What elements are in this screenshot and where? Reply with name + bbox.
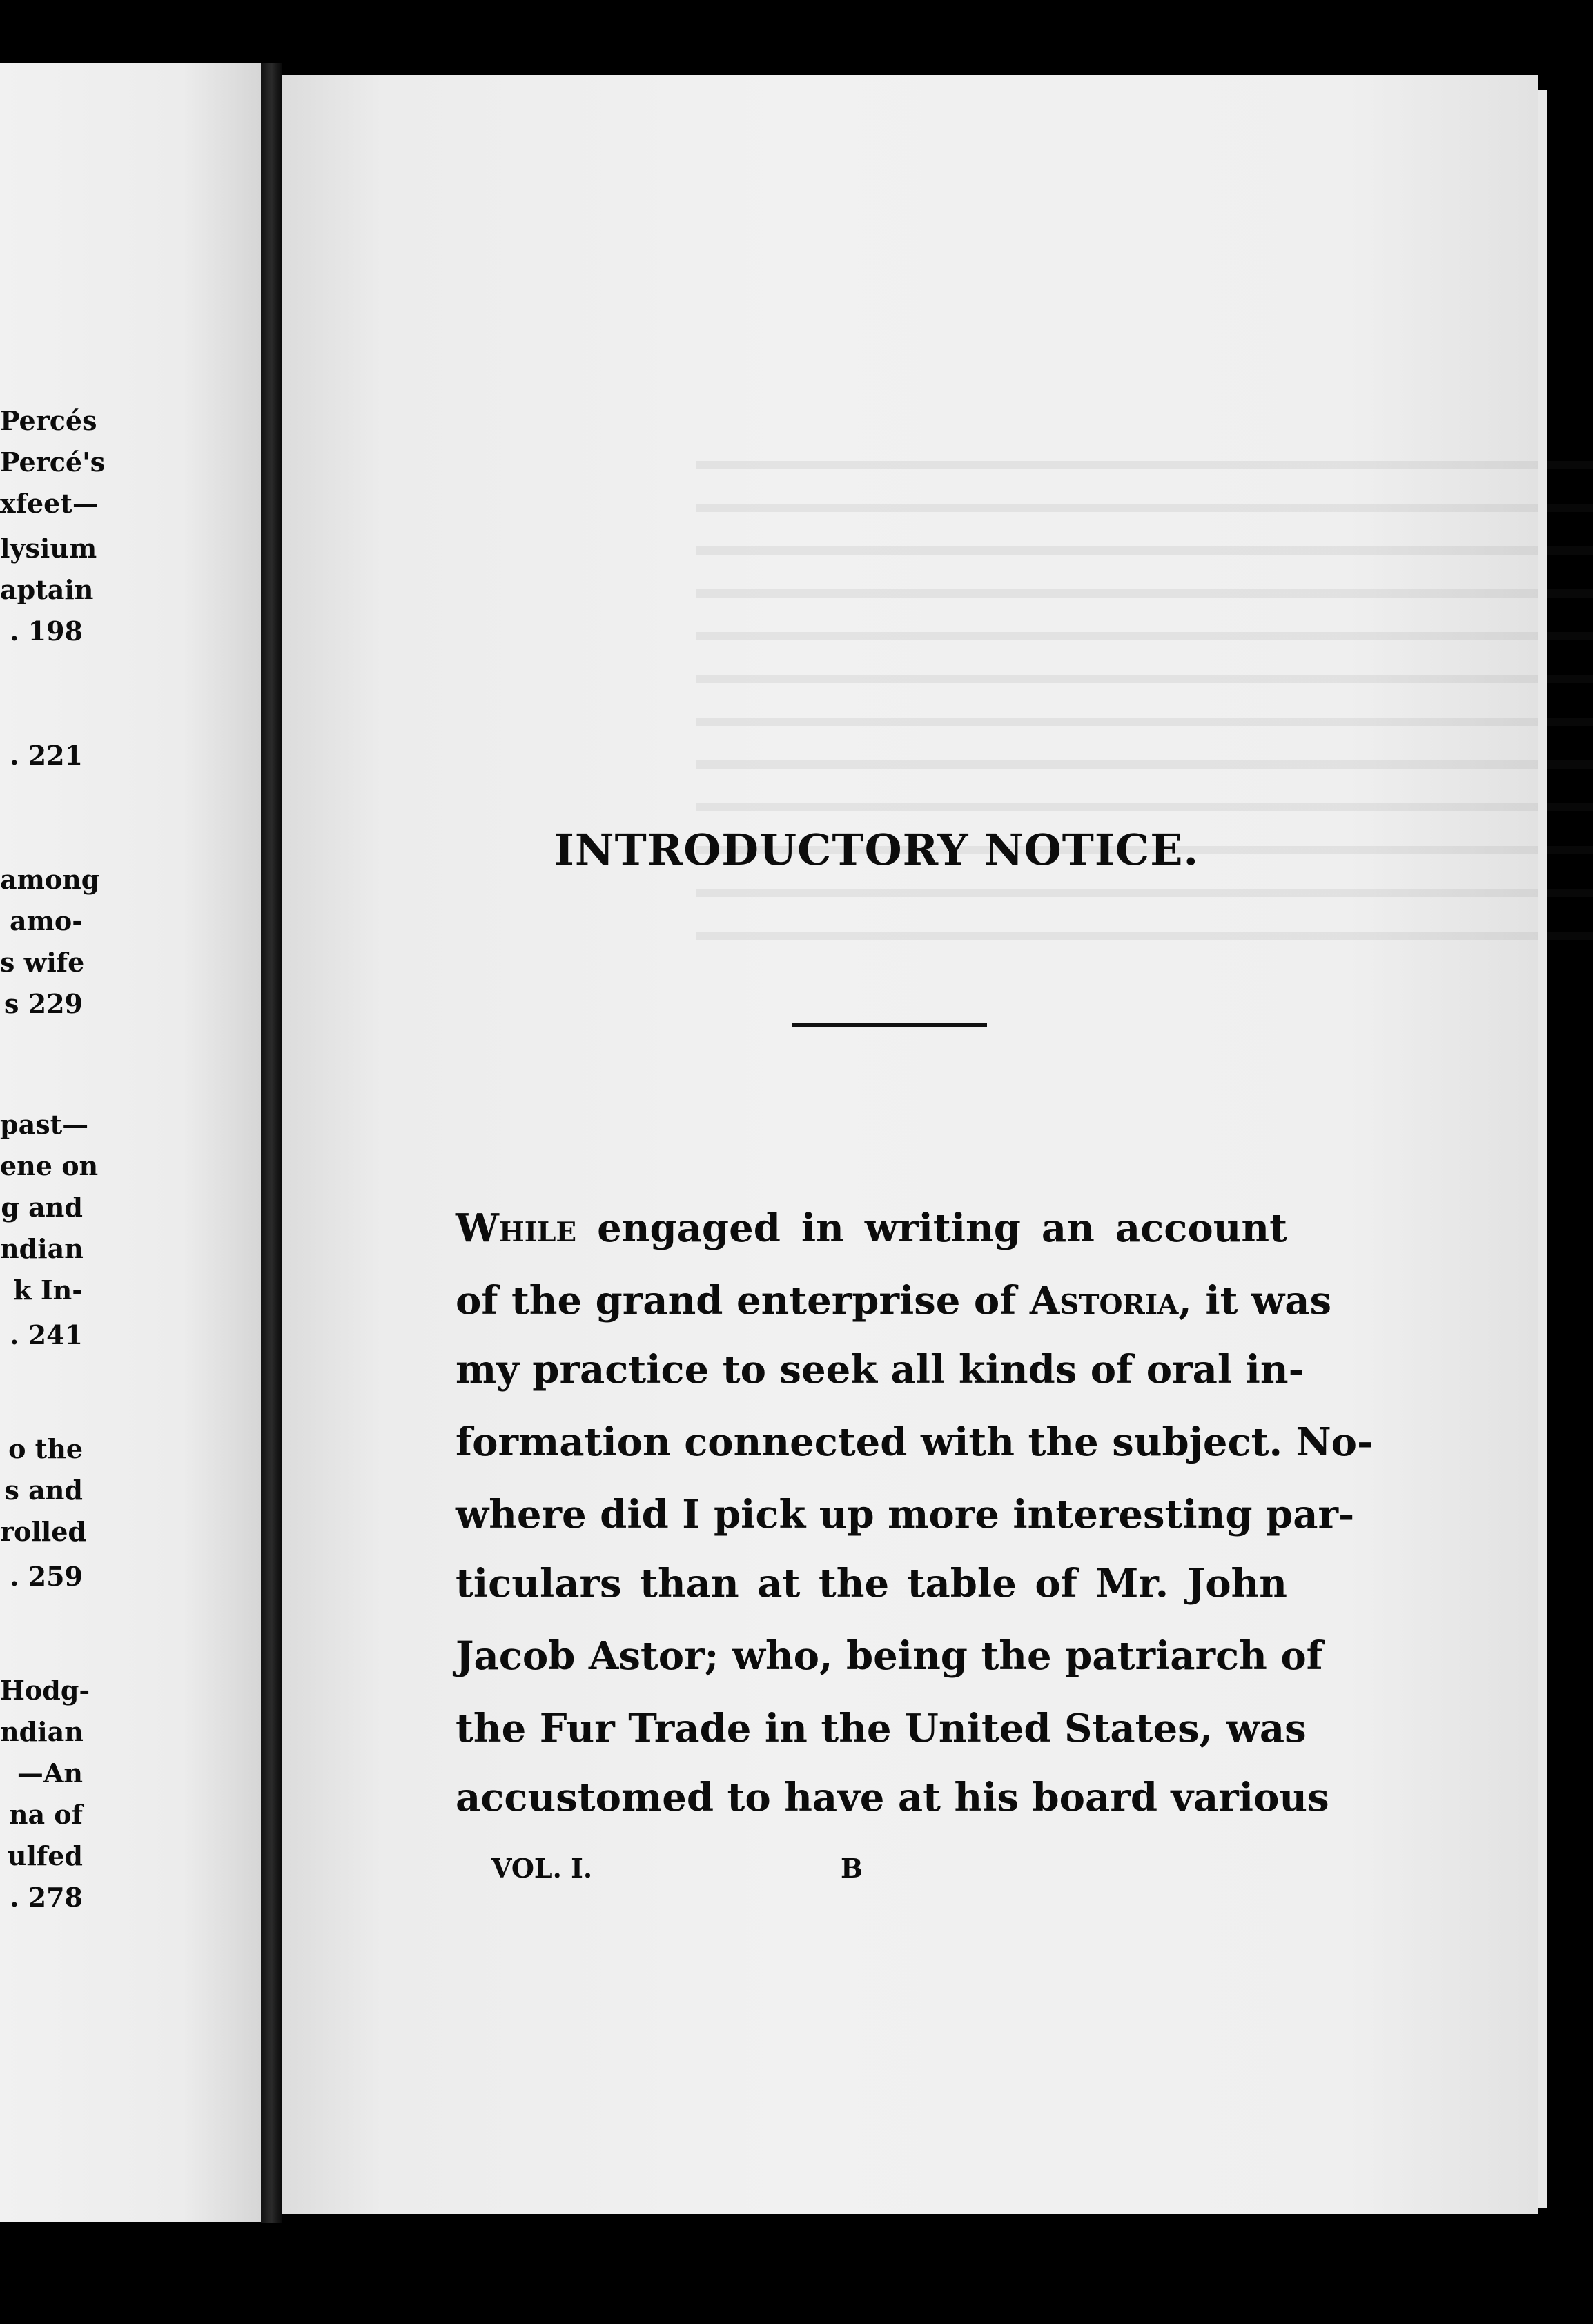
toc-fragment-line: o the	[8, 1433, 83, 1464]
toc-fragment-line: xfeet—	[0, 488, 99, 519]
body-text-line	[456, 1266, 1332, 1335]
toc-fragment-line: ene on	[0, 1150, 99, 1181]
body-text-segment: accustomed to have at his board various	[456, 1775, 1329, 1820]
body-text-segment: engaged in writing an account	[576, 1205, 1287, 1251]
volume-signature: VOL. I.	[491, 1853, 593, 1884]
body-text-line	[456, 1408, 1374, 1477]
body-text-segment: the Fur Trade in the United States, was	[456, 1706, 1307, 1751]
toc-fragment-line: . 259	[10, 1561, 83, 1592]
small-caps-text: While	[456, 1205, 577, 1251]
toc-fragment-line: Percé's	[0, 446, 106, 477]
toc-fragment-line: k In-	[13, 1274, 83, 1306]
body-text-segment: my practice to seek all kinds of oral in-	[456, 1347, 1304, 1392]
toc-fragment-line: g and	[1, 1192, 83, 1223]
book-gutter	[261, 63, 282, 2223]
body-text-segment: , it was	[1178, 1278, 1332, 1323]
page-edge	[1538, 90, 1547, 2208]
body-text-segment: Jacob Astor; who, being the patriarch of	[456, 1633, 1323, 1679]
toc-fragment-line: amo-	[10, 905, 83, 936]
toc-fragment-line: ndian	[0, 1233, 84, 1264]
toc-fragment-line: . 198	[10, 616, 83, 647]
toc-fragment-line: . 278	[10, 1882, 83, 1913]
toc-fragment-line: na of	[8, 1799, 83, 1830]
toc-fragment-line: s wife	[0, 947, 85, 978]
toc-fragment-line: past—	[0, 1109, 89, 1140]
body-text-segment: where did I pick up more interesting par-	[456, 1492, 1355, 1537]
toc-fragment-line: . 221	[10, 740, 83, 771]
toc-fragment-line: ulfed	[7, 1840, 83, 1871]
toc-fragment-line: —An	[17, 1757, 83, 1789]
toc-fragment-line: aptain	[0, 574, 94, 605]
body-text-line	[456, 1194, 1287, 1263]
toc-fragment-line: s 229	[4, 988, 83, 1019]
printer-signature-mark: B	[841, 1853, 863, 1884]
toc-fragment-line: . 241	[10, 1319, 83, 1350]
body-text-line	[456, 1763, 1329, 1832]
toc-fragment-line: Hodg-	[0, 1675, 90, 1706]
body-text-line	[456, 1549, 1287, 1618]
body-text-segment: formation connected with the subject. No-	[456, 1419, 1374, 1465]
toc-fragment-line: among	[0, 864, 100, 895]
toc-fragment-line: s and	[4, 1475, 83, 1506]
toc-fragment-line: ndian	[0, 1716, 84, 1747]
show-through-text	[696, 433, 1593, 972]
title-rule	[792, 1023, 987, 1027]
body-text-segment: of the grand enterprise of	[456, 1278, 1030, 1323]
body-text-line	[456, 1480, 1355, 1549]
toc-fragment-line: lysium	[0, 533, 97, 564]
body-text-segment: ticulars than at the table of Mr. John	[456, 1561, 1287, 1606]
right-page	[282, 75, 1538, 2214]
toc-fragment-line: Percés	[0, 405, 97, 436]
toc-fragment-line: rolled	[0, 1516, 86, 1547]
small-caps-text: Astoria	[1029, 1278, 1179, 1323]
body-text-line	[456, 1694, 1307, 1763]
page-title: INTRODUCTORY NOTICE.	[554, 825, 1200, 875]
body-text-line	[456, 1335, 1304, 1404]
body-text-line	[456, 1622, 1323, 1691]
